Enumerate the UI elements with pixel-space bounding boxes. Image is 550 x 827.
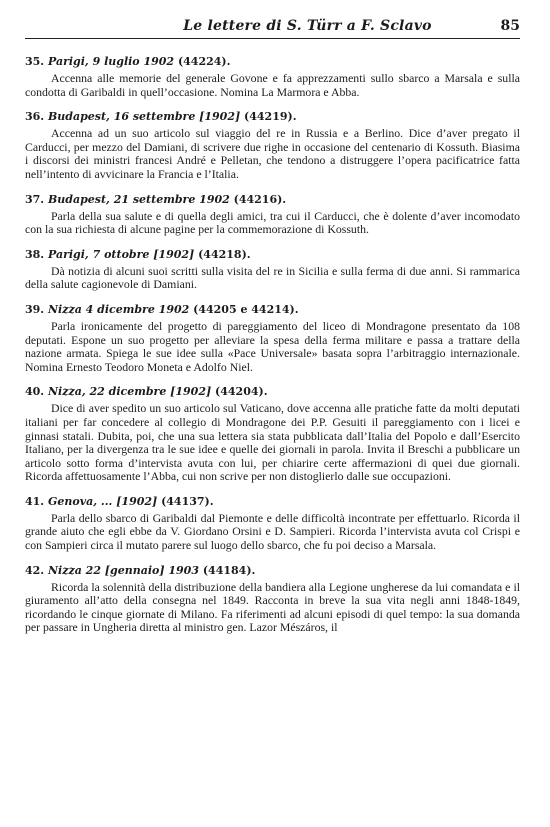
entry-number: 42.: [25, 563, 45, 577]
entry-39: [25, 302, 520, 374]
entry-heading: [25, 54, 520, 69]
entry-35: [25, 54, 520, 99]
entry-place-date: Nizza 22 [gennaio] 1903: [47, 563, 199, 577]
entry-place-date: Nizza 4 dicembre 1902: [47, 302, 190, 316]
entry-heading: [25, 247, 520, 262]
page-number: 85: [500, 18, 520, 34]
entry-summary: Ricorda la solennità della distribuzione della bandiera alla Legione ungherese da lui comandata e il giuramento all’atto della consegna nel 1849. Racconta in breve la sua vita negli anni 1848-1849, ricordando le cinque giornate di Milano. Fa riferimenti ad alcuni episodi di quel tempo: la sua domanda per passare in Ungheria diretta al ministro gen. Lazor Mészáros, il: [25, 579, 520, 635]
entry-archive-ref: (44137).: [161, 494, 214, 508]
entry-number: 41.: [25, 494, 45, 508]
entry-summary: Parla della sua salute e di quella degli amici, tra cui il Carducci, che è dolente d’aver incomodato con la sua richiesta di alcune pagine per la commemorazione di Kossuth.: [25, 208, 520, 237]
entry-summary: Parla dello sbarco di Garibaldi dal Piemonte e delle difficoltà incontrate per effettuarlo. Ricorda il grande aiuto che egli ebbe da V. Giordano Orsini e D. Sampieri. Ricorda l’intervista avuta col Crispi e con Sampieri circa il mutato parere sul luogo dello sbarco, che fu poi deciso a Marsala.: [25, 510, 520, 553]
entry-summary: Accenna ad un suo articolo sul viaggio del re in Russia e a Berlino. Dice d’aver pregato il Carducci, per mezzo del Damiani, di scrivere due righe in occasione del centenario di Kossuth. Biasima i discorsi dei ministri francesi André e Pelletan, che tendono a distruggere l’opera pacificatrice fatta nell’intento di avvicinare la Francia e l’Italia.: [25, 126, 520, 181]
entry-archive-ref: (44216).: [233, 192, 287, 206]
running-header: [25, 16, 520, 39]
entry-number: 35.: [25, 55, 45, 68]
entry-archive-ref: (44218).: [198, 247, 251, 261]
entry-heading: [25, 192, 520, 207]
entry-summary: Dà notizia di alcuni suoi scritti sulla visita del re in Sicilia e sulla ferma di due anni. Si rammarica della salute cagionevole di Damiani.: [25, 263, 520, 292]
entry-37: [25, 192, 520, 237]
letter-entries: [25, 54, 520, 645]
entry-number: 38.: [25, 247, 45, 261]
entry-archive-ref: (44219).: [244, 110, 297, 124]
entry-summary: Parla ironicamente del progetto di pareggiamento del liceo di Mondragone presentato da 108 deputati. Espone un suo progetto per alleviare la spesa della ferma militare e passa a trattare della nazione armata. Spiega le sue idee sulla «Pace Universale» basata sopra l’arbitraggio internazionale. Nomina Ernesto Teodoro Moneta e Adolfo Niel.: [25, 318, 520, 374]
entry-place-date: Budapest, 16 settembre [1902]: [47, 110, 241, 124]
entry-heading: [25, 563, 520, 578]
entry-place-date: Genova, ... [1902]: [47, 494, 158, 508]
entry-heading: [25, 384, 520, 399]
entry-summary: Dice di aver spedito un suo articolo sul Vaticano, dove accenna alle pratiche fatte da molti deputati italiani per far concedere al collegio di Mondragone dei P.P. Gesuiti il pareggiamento con i licei e ginnasi statali. Dubita, poi, che una sua lettera sia stata pubblicata dall’Italia del Popolo e dall’Esercito Italiano, per la divergenza tra le sue idee e quelle dei giornali in parola. Invita il Breschi a pubblicare un articolo sotto forma d’intervista avuta con lui, per chiarire certe affermazioni di quei due giornali. Ricorda affettuosamente l’Abba, cui non scrive per non distoglierlo dalle sue occupazioni.: [25, 401, 520, 484]
entry-heading: [25, 109, 520, 124]
entry-42: [25, 563, 520, 635]
entry-number: 39.: [25, 302, 45, 316]
entry-archive-ref: (44224).: [177, 55, 231, 68]
entry-36: [25, 109, 520, 181]
entry-place-date: Parigi, 9 luglio 1902: [47, 55, 175, 68]
entry-number: 37.: [25, 192, 45, 206]
entry-heading: [25, 302, 520, 317]
entry-heading: [25, 494, 520, 509]
entry-archive-ref: (44204).: [215, 385, 268, 399]
running-title: Le lettere di S. Türr a F. Sclavo: [183, 18, 432, 34]
entry-40: [25, 384, 520, 484]
entry-number: 36.: [25, 110, 45, 124]
entry-41: [25, 494, 520, 553]
entry-number: 40.: [25, 385, 45, 399]
entry-summary: Accenna alle memorie del generale Govone e fa apprezzamenti sullo sbarco a Marsala e sulla condotta di Garibaldi in quell’occasione. Nomina La Marmora e Abba.: [25, 71, 520, 99]
entry-place-date: Parigi, 7 ottobre [1902]: [47, 247, 195, 261]
entry-place-date: Budapest, 21 settembre 1902: [47, 192, 230, 206]
entry-38: [25, 247, 520, 292]
entry-archive-ref: (44205 e 44214).: [193, 302, 299, 316]
entry-archive-ref: (44184).: [202, 563, 256, 577]
entry-place-date: Nizza, 22 dicembre [1902]: [47, 385, 212, 399]
